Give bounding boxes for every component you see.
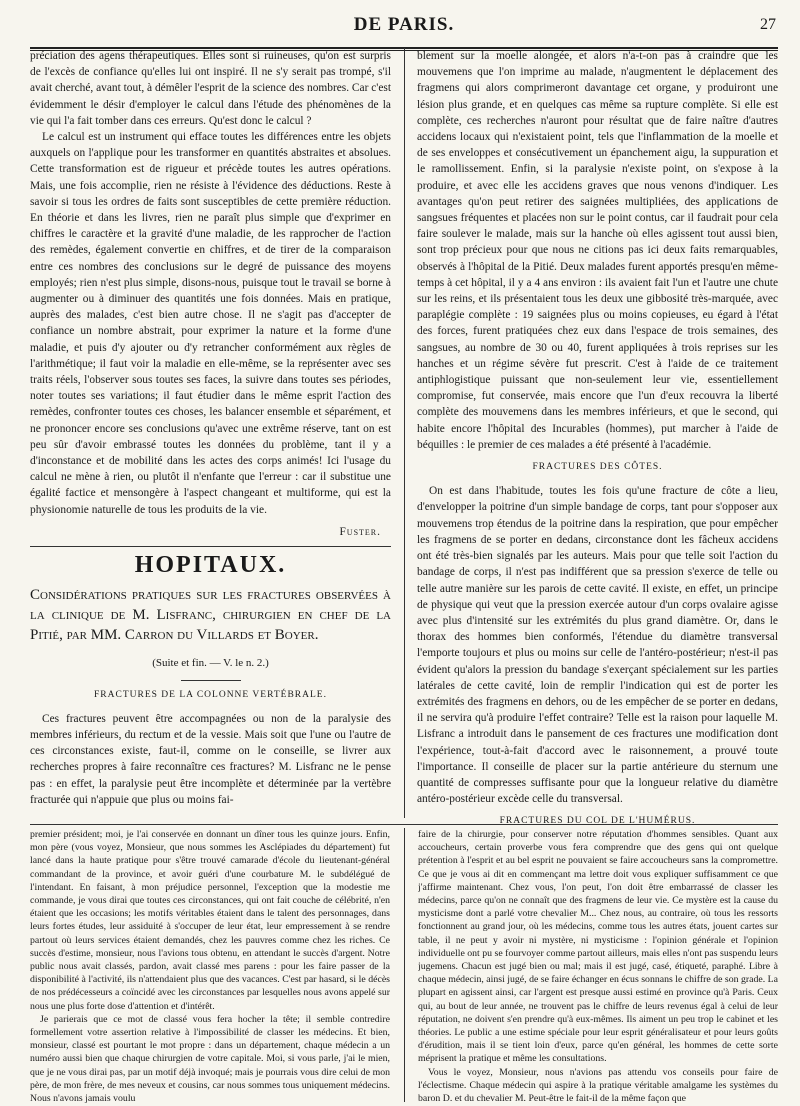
feuilleton-left-column [30, 828, 390, 1104]
column-divider [404, 48, 405, 818]
article-title: Considérations pratiques sur les fractures observées à la clinique de M. Lisfranc, chirurgien en chef de la Pitié, par MM. Carron du Villards et Boyer. [30, 587, 391, 644]
subsection-heading: FRACTURES DU COL DE L'HUMÉRUS. [499, 816, 696, 823]
paragraph: faire de la chirurgie, pour conserver notre réputation d'hommes sensibles. Quant aux accoucheurs, certain proverbe vous fera comprendre que des gens qui ont quelque prétention à l'esprit et au bel esprit ne pouvaient se faire accoucheurs sans la compromettre. Ce que je vous ai dit en commençant ma lettre doit vous expliquer suffisamment ce que j'affirme maintenant. Chez vous, l'on peut, l'on doit être embarrassé de classer les médecins, parce qu'on ne connaît que des fragmens de leur vie. Ce mystère est la cause du mysticisme dont a parlé votre chevalier M... Chez nous, au contraire, où tous les ressorts fonctionnent au grand jour, où les médecins, comme tous les autres états, jouent cartes sur table, il ne peut y avoir ni mystère, ni mysticisme : l'opinion générale et l'opinion individuelle ont pu se fourvoyer comme partout ailleurs, mais elles n'ont pas suspendu leurs jugemens. Chacun est jugé bien ou mal; mais il est jugé, casé, étiqueté, paraphé. Libre à chaque médecin, ainsi jugé, de se faire échanger en écus sonnans le chiffre de son grade. La plupart en agissent ainsi, car l'argent est presque aussi estimé en province qu'à Paris. Ceux qui, au bout de leur année, ne trouvent pas le chiffre de leurs revenus égal à celui de leur réputation, ne doivent s'en prendre qu'à eux-mêmes. Ils aiment un peu trop le cabinet et les théories. Le public a une estime spéciale pour leur esprit généralisateur et pour leurs goûts d'érudition, mais il se tient loin d'eux, parce qu'en général, les hommes de cette sorte méprisent la pratique et même les consultations. [418, 829, 778, 1065]
newspaper-page [30, 0, 778, 1106]
right-column [417, 48, 778, 823]
continuation-note: (Suite et fin. — V. le n. 2.) [152, 657, 269, 670]
section-title: HOPITAUX. [134, 552, 287, 579]
short-rule [181, 680, 241, 681]
paragraph: préciation des agens thérapeutiques. Elles sont si ruineuses, qu'on est surpris de l'excès de confiance qu'elles lui ont inspiré. Il ne s'y serait pas trompé, s'il avait cherché, avant tout, à démêler l'esprit de la science des nombres. Car c'est évidemment le désir d'employer le calcul dans l'étude des phénomènes de la vie qui l'a fait tomber dans ces erreurs. Qu'est donc le calcul ? [30, 50, 391, 127]
left-column [30, 48, 391, 823]
section-divider [30, 546, 391, 547]
running-title: DE PARIS. [353, 14, 455, 35]
paragraph: Vous le voyez, Monsieur, nous n'avions pas attendu vos conseils pour faire de l'éclectisme. Chaque médecin qui aspire à la pratique véritable amalgame les systèmes du baron D. et du chevalier M. Peut-être le fait-il de la même façon que [418, 1066, 778, 1104]
paragraph: On est dans l'habitude, toutes les fois qu'une fracture de côte a lieu, d'envelopper la poitrine d'un simple bandage de corps, tant pour s'opposer aux mouvemens trop étendus de la poitrine dans la respiration, que pour empêcher les fragmens de se porter en dedans, circonstance dont les fâcheux accidens ont été très-bien signalés par les auteurs. Mais pour que telle soit l'action du bandage de corps, il n'est pas indifférent que sa pression s'exerce de telle ou telle autre manière sur les parois de cette cavité. Il existe, en effet, un principe de physique qui veut que la pression exercée autour d'un corps ovalaire agisse avec plus d'intensité sur les extrémités du plus grand diamètre. Or, dans le thorax des hommes bien conformés, l'étendue du diamètre transversal l'emporte toujours et plus ou moins sur celle de l'antéro-postérieur; n'est-il pas évident qu'alors la pression du bandage s'exerçant spécialement sur les parties latérales de cette cavité, loin de remplir l'indication qui est de porter les extrémités des fragmens en dehors, ou de les empêcher de se porter en dedans, il ne servira qu'à produire l'effet contraire? Telle est la raison pour laquelle M. Lisfranc a introduit dans le pansement de ces fractures une modification dont l'expérience, tout-à-fait d'accord avec le raisonnement, a prouvé toute l'importance. Il conseille de placer sur la partie antérieure du sternum une quantité de compresses suffisante pour que la longueur relative du diamètre antéro-postérieur excède celle du transversal. [417, 485, 778, 806]
paragraph: Ces fractures peuvent être accompagnées ou non de la paralysie des membres inférieurs, du rectum et de la vessie. Mais soit que l'une ou l'autre de ces circonstances existe, faut-il, comme on le conseille, se livrer aux recherches propres à faire reconnaître ces fractures? M. Lisfranc ne le pense pas : en effet, la paralysie peut être incomplète et déterminée par la vertèbre fracturée qui n'appuie que plus ou moins fai- [30, 712, 391, 806]
author-signature: Fuster. [339, 525, 381, 538]
subsection-heading: FRACTURES DES CÔTES. [532, 462, 663, 473]
page-number: 27 [760, 16, 776, 33]
paragraph: Le calcul est un instrument qui efface toutes les différences entre les objets auxquels on l'applique pour les transformer en quantités abstraites et absolues. Cette transformation est de rigueur et précède toutes les autres opérations. Mais, une fois accomplie, rien ne résiste à l'évidence des déductions. Reste à savoir si tous les ordres de faits sont susceptibles de cette première réduction. En théorie et dans les livres, rien ne paraît plus simple que d'exprimer en chiffres le caractère et la gravité d'une maladie, de les rapprocher de l'action des remèdes, également convertie en chiffres, et de tirer de la comparaison entre ces nombres des conclusions sur le degré de puissance des moyens employés; rien n'est plus simple, disons-nous, puisque tout le travail se borne à augmenter ou à diminuer des quantités une fois données. Mais en pratique, auprès des malades, c'est bien autre chose. Il ne s'agit pas d'accepter de confiance un nombre abstrait, pour exprimer la nature et la forme d'une maladie, et puis d'y ajouter ou d'y retrancher conformément aux règles de l'arithmétique; il faut voir la maladie en elle-même, se la représenter avec ses traits réels, l'observer sous toutes ses faces, la suivre dans toutes ses périodes, noter toutes ses variations; il faut étudier dans le même esprit l'action des remèdes, confronter toutes ces choses, les balancer ensemble et séparément, et ne prononcer encore ses conclusions qu'avec une extrême réserve, tant on est peu sûr d'avoir embrassé toutes les données du problème, tant il y a d'inconstance et de mobilité dans les actes des corps animés! Ici l'usage du calcul ne mène à rien, ou plutôt il n'enfante que l'erreur : car il substitue une égalité factice et mensongère à l'aspect changeant et multiforme, qui est la physionomie naturelle de tous les produits de la vie. [30, 131, 391, 516]
paragraph: blement sur la moelle alongée, et alors n'a-t-on pas à craindre que les mouvemens que l'on imprime au malade, n'augmentent le déplacement des fragmens qui alors comprimeront davantage cet organe, y produiront une lésion plus grande, et en quelques cas même sa rupture complète. Si elle est complète, ces recherches n'auront pour résultat que de faire naître d'autres accidens locaux qui n'existaient point, tels que l'inflammation de la moelle et de ses enveloppes et consécutivement un épanchement aigu, la suppuration et le ramollissement. Enfin, si la paralysie n'existe point, on s'expose à la produire, et avec elle les accidens graves que nous venons d'indiquer. Les avantages qu'on peut retirer des saignées multipliées, des applications de sangsues fréquentes et placées non sur le point contus, car il faudrait pour cela faire soulever le malade, mais sur la hanche où elles agissent tout aussi bien, sont trop précieux pour que nous ne citions pas ici deux faits remarquables, observés à l'hôpital de la Pitié. Deux malades furent apportés presqu'en même-temps à cet hôpital, il y a 4 ans environ : ils avaient fait l'un et l'autre une chute sur les reins, et ils présentaient tous les deux une gibbosité très-marquée, avec paraplégie complète : 19 saignées plus ou moins copieuses, eu égard à l'état des forces, furent pratiquées chez eux dans l'espace de trois semaines, des sangsues, au nombre de 30 ou 40, furent appliquées à trois reprises sur les hanches et un régime sévère fut prescrit. C'est à l'aide de ce traitement antiphlogistique puissant que non-seulement leur vie, essentiellement compromise, fut conservée, mais encore que l'un d'eux recouvra la liberté complète des mouvemens dans les membres inférieurs, et que le second, qui habite encore l'hôpital des Incurables (hommes), put marcher à l'aide de béquilles : le premier de ces malades a été présenté à l'académie. [417, 50, 778, 451]
paragraph: premier président; moi, je l'ai conservée en donnant un dîner tous les quinze jours. Enfin, mon père (vous voyez, Monsieur, que nous sommes les Asclépiades du département) fut lancé dans la haute pratique pour s'être trouvé camarade d'école du lieutenant-général commandant de la province, et avoir guéri d'une courbature M. le subdélégué de l'intendant. En faisant, à mon préjudice personnel, l'exception que la modestie me commande, je vous dirai que toutes ces circonstances, qui ont fait couche de célébrité, n'en étaient que les occasions; les motifs véritables étaient dans le talent des personnages, dans leurs fortes études, leur assiduité à s'occuper de leur état, leur empressement à se rendre partout où leurs services étaient demandés, chez les pauvres comme chez les riches. Ce succès d'estime, monsieur, nous l'avions tous obtenu, en attendant le succès d'argent. Notre public nous avait classés, pardon, avait classé mes parens : pour les faire passer de la disponibilité à l'activité, ils n'attendaient plus que des vacances. C'est par hasard, si le décès de nos prédécesseurs a coïncidé avec les circonstances par lesquelles nous avons appelé sur nous une plus forte dose d'attention et d'intérêt. [30, 829, 390, 1012]
paragraph: Je parierais que ce mot de classé vous fera hocher la tête; il semble contredire formellement votre assertion relative à l'impossibilité de classer les médecins. Et bien, monsieur, classé est pourtant le mot propre : dans un département, chaque médecin a un numéro aussi bien que chaque chirurgien de votre capitale. Moi, si vous parle, j'ai le mien, que je ne vous dirai pas, par un motif déjà invoqué; mais je pourrais vous dire celui de mon père, de mon frère, de mes neveux et cousins, car nous sommes tous uniquement médecins. Nous n'avons jamais voulu [30, 1013, 390, 1104]
feuilleton-column-divider [404, 828, 405, 1102]
feuilleton-rule [30, 824, 778, 825]
feuilleton-right-column [418, 828, 778, 1104]
page-header [30, 10, 778, 48]
subsection-heading: FRACTURES DE LA COLONNE VERTÉBRALE. [94, 689, 327, 700]
